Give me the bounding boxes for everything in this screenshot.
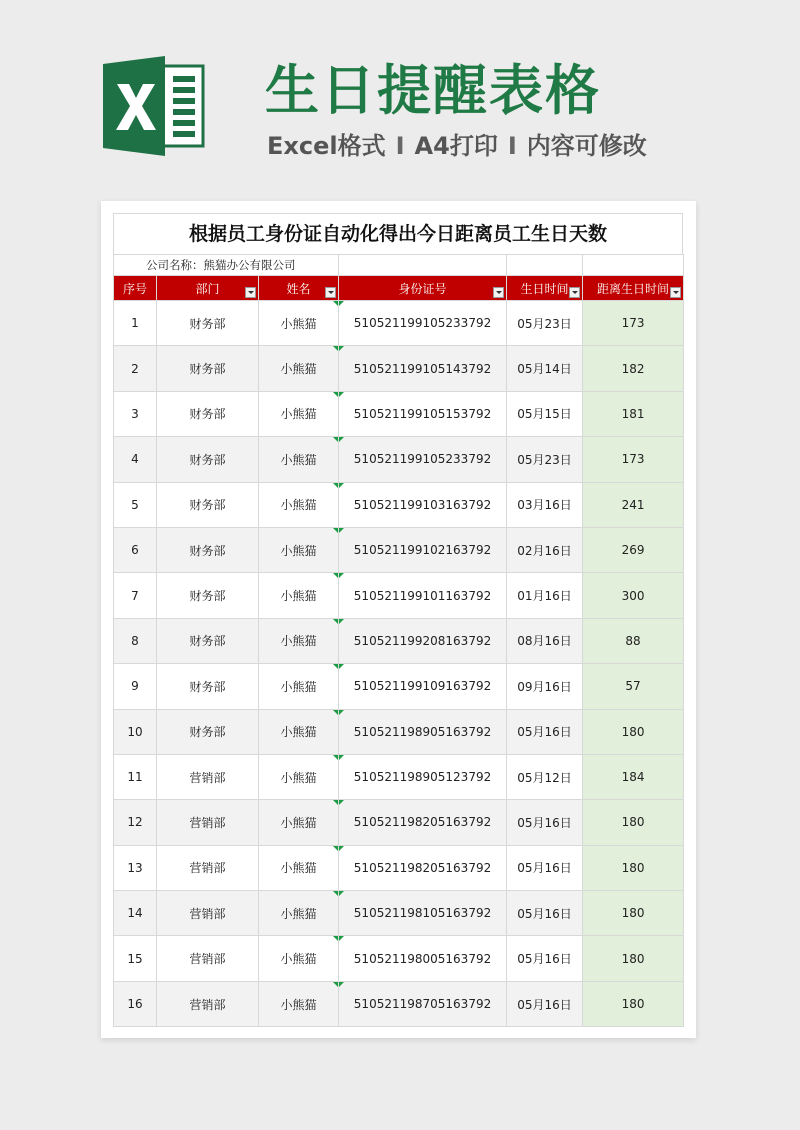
cell-days-until-birthday[interactable]: 180 (583, 891, 684, 936)
column-header-name (259, 276, 339, 301)
page-subtitle (267, 126, 647, 161)
column-header-days-until-birthday (583, 276, 684, 301)
cell-birthday[interactable]: 05月16日 (507, 845, 583, 890)
column-header-birthday (507, 276, 583, 301)
cell-department[interactable]: 财务部 (157, 573, 259, 618)
cell-birthday[interactable]: 05月12日 (507, 754, 583, 799)
cell-name[interactable]: 小熊猫 (259, 301, 339, 346)
cell-birthday[interactable]: 03月16日 (507, 482, 583, 527)
cell-index[interactable]: 9 (114, 664, 157, 709)
cell-index[interactable]: 12 (114, 800, 157, 845)
cell-id-number[interactable]: 510521199105233792 (339, 301, 507, 346)
table-row (114, 482, 684, 527)
cell-birthday[interactable]: 08月16日 (507, 618, 583, 663)
cell-id-number[interactable]: 510521199102163792 (339, 527, 507, 572)
cell-days-until-birthday[interactable]: 181 (583, 391, 684, 436)
cell-index[interactable]: 7 (114, 573, 157, 618)
cell-index[interactable]: 6 (114, 527, 157, 572)
table-row (114, 754, 684, 799)
empty-cell (583, 255, 684, 276)
cell-id-number[interactable]: 510521199109163792 (339, 664, 507, 709)
cell-id-number[interactable]: 510521199105233792 (339, 437, 507, 482)
filter-dropdown-icon[interactable] (325, 287, 336, 298)
cell-name[interactable]: 小熊猫 (259, 346, 339, 391)
table-row (114, 800, 684, 845)
birthday-table (113, 254, 684, 1027)
cell-name[interactable]: 小熊猫 (259, 936, 339, 981)
cell-index[interactable]: 8 (114, 618, 157, 663)
table-row (114, 346, 684, 391)
cell-department[interactable]: 财务部 (157, 391, 259, 436)
cell-name[interactable]: 小熊猫 (259, 437, 339, 482)
cell-birthday[interactable]: 09月16日 (507, 664, 583, 709)
cell-days-until-birthday[interactable]: 88 (583, 618, 684, 663)
cell-days-until-birthday[interactable]: 173 (583, 301, 684, 346)
cell-birthday[interactable]: 05月23日 (507, 437, 583, 482)
cell-birthday[interactable]: 05月16日 (507, 891, 583, 936)
table-row (114, 391, 684, 436)
cell-department[interactable]: 营销部 (157, 845, 259, 890)
company-row (114, 255, 684, 276)
cell-index[interactable]: 13 (114, 845, 157, 890)
cell-id-number[interactable]: 510521199101163792 (339, 573, 507, 618)
cell-department[interactable]: 营销部 (157, 754, 259, 799)
column-header-label: 部门 (195, 281, 220, 296)
table-body (114, 301, 684, 1027)
table-row (114, 936, 684, 981)
cell-days-until-birthday[interactable]: 269 (583, 527, 684, 572)
cell-department[interactable]: 财务部 (157, 346, 259, 391)
cell-id-number[interactable]: 510521198705163792 (339, 981, 507, 1026)
table-row (114, 618, 684, 663)
cell-id-number[interactable]: 510521198205163792 (339, 800, 507, 845)
cell-name[interactable]: 小熊猫 (259, 845, 339, 890)
birthday-table-container (113, 213, 683, 1027)
cell-department[interactable]: 营销部 (157, 981, 259, 1026)
cell-birthday[interactable]: 05月23日 (507, 301, 583, 346)
filter-dropdown-icon[interactable] (569, 287, 580, 298)
cell-id-number[interactable]: 510521199208163792 (339, 618, 507, 663)
cell-id-number[interactable]: 510521199105153792 (339, 391, 507, 436)
page-header (0, 0, 800, 200)
table-row (114, 845, 684, 890)
cell-birthday[interactable]: 02月16日 (507, 527, 583, 572)
cell-days-until-birthday[interactable]: 180 (583, 936, 684, 981)
cell-index[interactable]: 11 (114, 754, 157, 799)
cell-birthday[interactable]: 05月16日 (507, 981, 583, 1026)
cell-name[interactable]: 小熊猫 (259, 709, 339, 754)
cell-name[interactable]: 小熊猫 (259, 981, 339, 1026)
cell-index[interactable]: 1 (114, 301, 157, 346)
cell-name[interactable]: 小熊猫 (259, 800, 339, 845)
company-name: 公司名称：熊猫办公有限公司 (114, 255, 339, 276)
subtitle-print: A4打印 (414, 132, 498, 160)
cell-index[interactable]: 4 (114, 437, 157, 482)
table-row (114, 709, 684, 754)
column-header-label: 序号 (122, 281, 147, 296)
cell-department[interactable]: 财务部 (157, 618, 259, 663)
cell-birthday[interactable]: 05月14日 (507, 346, 583, 391)
cell-index[interactable]: 3 (114, 391, 157, 436)
cell-name[interactable]: 小熊猫 (259, 664, 339, 709)
cell-days-until-birthday[interactable]: 180 (583, 845, 684, 890)
cell-name[interactable]: 小熊猫 (259, 618, 339, 663)
cell-name[interactable]: 小熊猫 (259, 891, 339, 936)
cell-id-number[interactable]: 510521199105143792 (339, 346, 507, 391)
subtitle-separator: I (395, 132, 405, 160)
column-header-label: 身份证号 (398, 281, 447, 296)
cell-birthday[interactable]: 01月16日 (507, 573, 583, 618)
cell-department[interactable]: 财务部 (157, 527, 259, 572)
table-row (114, 664, 684, 709)
column-header-label: 生日时间 (520, 281, 569, 296)
cell-department[interactable]: 营销部 (157, 800, 259, 845)
cell-days-until-birthday[interactable]: 182 (583, 346, 684, 391)
cell-department[interactable]: 财务部 (157, 664, 259, 709)
cell-index[interactable]: 10 (114, 709, 157, 754)
cell-days-until-birthday[interactable]: 180 (583, 981, 684, 1026)
cell-department[interactable]: 财务部 (157, 482, 259, 527)
cell-department[interactable]: 财务部 (157, 709, 259, 754)
cell-days-until-birthday[interactable]: 184 (583, 754, 684, 799)
column-header-index (114, 276, 157, 301)
cell-index[interactable]: 15 (114, 936, 157, 981)
table-row (114, 981, 684, 1026)
sheet-title: 根据员工身份证自动化得出今日距离员工生日天数 (113, 213, 683, 254)
cell-department[interactable]: 财务部 (157, 437, 259, 482)
cell-index[interactable]: 2 (114, 346, 157, 391)
cell-department[interactable]: 营销部 (157, 891, 259, 936)
column-header-label: 距离生日时间 (597, 281, 670, 296)
cell-name[interactable]: 小熊猫 (259, 527, 339, 572)
filter-dropdown-icon[interactable] (493, 287, 504, 298)
cell-birthday[interactable]: 05月15日 (507, 391, 583, 436)
cell-department[interactable]: 营销部 (157, 936, 259, 981)
cell-id-number[interactable]: 510521199103163792 (339, 482, 507, 527)
excel-logo-icon (103, 56, 215, 156)
subtitle-editable: 内容可修改 (526, 132, 647, 160)
cell-index[interactable]: 5 (114, 482, 157, 527)
subtitle-format: Excel格式 (267, 132, 386, 160)
column-header-id-number (339, 276, 507, 301)
cell-id-number[interactable]: 510521198205163792 (339, 845, 507, 890)
page-title: 生日提醒表格 (265, 59, 601, 122)
table-row (114, 573, 684, 618)
cell-birthday[interactable]: 05月16日 (507, 709, 583, 754)
cell-id-number[interactable]: 510521198905163792 (339, 709, 507, 754)
cell-birthday[interactable]: 05月16日 (507, 800, 583, 845)
cell-days-until-birthday[interactable]: 57 (583, 664, 684, 709)
cell-days-until-birthday[interactable]: 241 (583, 482, 684, 527)
column-header-department (157, 276, 259, 301)
cell-days-until-birthday[interactable]: 300 (583, 573, 684, 618)
table-row (114, 437, 684, 482)
column-header-row (114, 276, 684, 301)
column-header-label: 姓名 (286, 281, 311, 296)
cell-birthday[interactable]: 05月16日 (507, 936, 583, 981)
cell-days-until-birthday[interactable]: 180 (583, 709, 684, 754)
filter-dropdown-icon[interactable] (670, 287, 681, 298)
empty-cell (339, 255, 507, 276)
table-row (114, 301, 684, 346)
cell-index[interactable]: 14 (114, 891, 157, 936)
cell-id-number[interactable]: 510521198105163792 (339, 891, 507, 936)
table-row (114, 527, 684, 572)
cell-name[interactable]: 小熊猫 (259, 391, 339, 436)
cell-id-number[interactable]: 510521198905123792 (339, 754, 507, 799)
cell-name[interactable]: 小熊猫 (259, 573, 339, 618)
filter-dropdown-icon[interactable] (245, 287, 256, 298)
cell-days-until-birthday[interactable]: 180 (583, 800, 684, 845)
empty-cell (507, 255, 583, 276)
spreadsheet-page (101, 201, 696, 1038)
table-row (114, 891, 684, 936)
cell-name[interactable]: 小熊猫 (259, 482, 339, 527)
cell-index[interactable]: 16 (114, 981, 157, 1026)
cell-name[interactable]: 小熊猫 (259, 754, 339, 799)
cell-days-until-birthday[interactable]: 173 (583, 437, 684, 482)
cell-department[interactable]: 财务部 (157, 301, 259, 346)
cell-id-number[interactable]: 510521198005163792 (339, 936, 507, 981)
subtitle-separator: I (507, 132, 517, 160)
